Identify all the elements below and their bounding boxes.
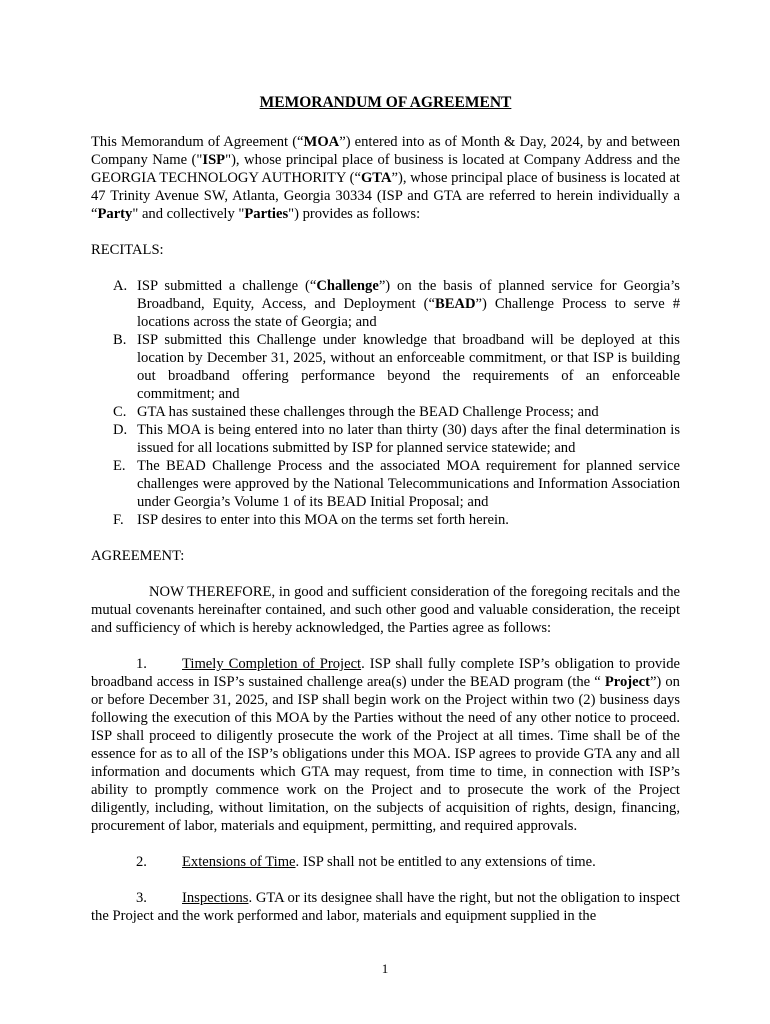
section-text — [91, 656, 680, 834]
text-run: ISP submitted a challenge (“ — [137, 278, 317, 294]
text-run: . ISP shall fully complete ISP’s obligation to provide broadband access in ISP’s sustained challenge area(s) under the BEAD program (the “ — [91, 656, 681, 690]
recital-marker: A. — [113, 278, 128, 294]
section-number: 2. — [136, 854, 147, 870]
defined-term: Project — [604, 674, 650, 690]
recital-item — [91, 421, 680, 457]
text-run: ”) on or before December 31, 2025, and ISP shall begin work on the Project within two (2) business days following the execution of this MOA by the Parties without the need of any other notice to proceed. ISP shall proceed to diligently prosecute the work of the Project at all times. Time shall be of the essence for as to all of the ISP’s obligations under this MOA. ISP agrees to provide GTA any and all information and documents which GTA may request, from time to time, in connection with ISP’s ability to promptly commence work on the Project and to prosecute the work of the Project diligently, including, without limitation, on the subjects of acquisition of rights, design, financing, procurement of labor, materials and equipment, permitting, and required approvals. — [91, 674, 680, 834]
section-number: 1. — [136, 656, 147, 672]
agreement-heading: AGREEMENT: — [91, 548, 185, 564]
text-run: This Memorandum of Agreement (“ — [91, 134, 304, 150]
text-run: ”) on the basis of planned service for Georgia’s Broadband, Equity, Access, and Deployment (“ — [137, 278, 680, 312]
text-run: ”) entered into as of Month & Day, 2024, by and between Company Name (" — [91, 134, 680, 168]
defined-term: Parties — [244, 206, 289, 222]
text-run: . ISP shall not be entitled to any extensions of time. — [295, 854, 596, 870]
recital-text — [137, 278, 680, 330]
defined-term: Party — [97, 206, 133, 222]
recital-marker: C. — [113, 404, 127, 420]
recital-item — [91, 331, 680, 403]
text-run: ISP submitted this Challenge under knowledge that broadband will be deployed at this location by December 31, 2025, without an enforceable commitment, or that ISP is building out broadband offering performance beyond the requirements of an enforceable commitment; and — [137, 332, 680, 402]
text-run: ISP desires to enter into this MOA on the terms set forth herein. — [137, 512, 509, 528]
section-caption: Inspections — [182, 890, 249, 906]
text-run: This MOA is being entered into no later than thirty (30) days after the final determination is issued for all locations submitted by ISP for planned service statewide; and — [137, 422, 680, 456]
section-1 — [91, 655, 680, 835]
intro-paragraph — [91, 133, 680, 223]
recital-text — [137, 332, 680, 402]
recitals-list — [91, 277, 680, 529]
text-run: ”), whose principal place of business is located at 47 Trinity Avenue SW, Atlanta, Georgia 30334 (ISP and GTA are referred to herein individually a “ — [91, 170, 680, 222]
recital-marker: F. — [113, 512, 124, 528]
defined-term: MOA — [303, 134, 340, 150]
document-body — [91, 94, 680, 925]
text-run: "), whose principal place of business is located at Company Address and the GEORGIA TECHNOLOGY AUTHORITY (“ — [91, 152, 680, 186]
defined-term: ISP — [202, 152, 226, 168]
recital-text — [137, 512, 509, 528]
defined-term: BEAD — [434, 296, 476, 312]
recital-marker: E. — [113, 458, 126, 474]
section-number: 3. — [136, 890, 147, 906]
defined-term: Challenge — [316, 278, 379, 294]
text-run: " and collectively " — [132, 206, 245, 222]
text-run: . GTA or its designee shall have the right, but not the obligation to inspect the Project and the work performed and labor, materials and equipment supplied in the — [91, 890, 680, 924]
recital-text — [137, 422, 680, 456]
agreement-intro: NOW THEREFORE, in good and sufficient consideration of the foregoing recitals and the mutual covenants hereinafter contained, and such other good and valuable consideration, the receipt and sufficiency of which is hereby acknowledged, the Parties agree as follows: — [91, 584, 680, 636]
recital-marker: D. — [113, 422, 128, 438]
section-text — [91, 890, 680, 924]
recital-text — [137, 458, 680, 510]
recital-item — [91, 277, 680, 331]
defined-term: GTA — [360, 170, 392, 186]
text-run: The BEAD Challenge Process and the associated MOA requirement for planned service challenges were approved by the National Telecommunications and Information Association under Georgia’s Volume 1 of its BEAD Initial Proposal; and — [137, 458, 680, 510]
section-caption: Extensions of Time — [182, 854, 296, 870]
document-title: MEMORANDUM OF AGREEMENT — [259, 94, 512, 111]
recital-text — [137, 404, 599, 420]
recital-item — [91, 511, 680, 529]
text-run: ") provides as follows: — [288, 206, 421, 222]
text-run: GTA has sustained these challenges through the BEAD Challenge Process; and — [137, 404, 599, 420]
section-3 — [91, 889, 680, 925]
recital-item — [91, 403, 680, 421]
section-2 — [91, 853, 680, 871]
section-text — [296, 854, 596, 870]
recitals-heading: RECITALS: — [91, 242, 164, 258]
page-number: 1 — [381, 961, 389, 976]
text-run: ”) Challenge Process to serve # locations across the state of Georgia; and — [137, 296, 680, 330]
recital-marker: B. — [113, 332, 127, 348]
section-caption: Timely Completion of Project — [182, 656, 362, 672]
recital-item — [91, 457, 680, 511]
